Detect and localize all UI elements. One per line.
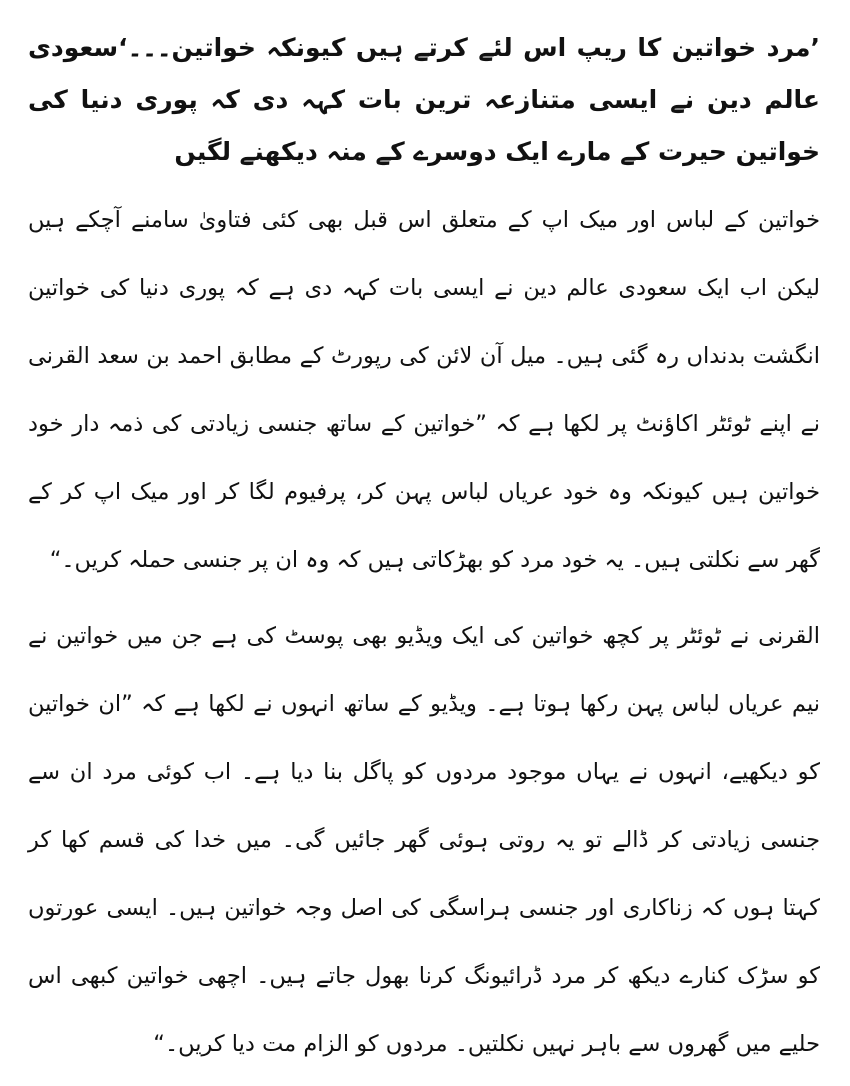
article xyxy=(28,22,820,1086)
article-headline: ’مرد خواتین کا ریپ اس لئے کرتے ہیں کیونکہ خواتین۔۔۔‘سعودی عالم دین نے ایسی متنازعہ ترین بات کہہ دی کہ پوری دنیا کی خواتین حیرت کے مارے ایک دوسرے کے منہ دیکھنے لگیں xyxy=(28,33,820,166)
article-paragraph-2: القرنی نے ٹوئٹر پر کچھ خواتین کی ایک ویڈیو بھی پوسٹ کی ہے جن میں خواتین نے نیم عریاں لباس پہن رکھا ہوتا ہے۔ ویڈیو کے ساتھ انہوں نے لکھا ہے کہ ”ان خواتین کو دیکھیے، انہوں نے یہاں موجود مردوں کو پاگل بنا دیا ہے۔ اب کوئی مرد ان سے جنسی زیادتی کر ڈالے تو یہ روتی ہوئی گھر جائیں گی۔ میں خدا کی قسم کھا کر کہتا ہوں کہ زناکاری اور جنسی ہراسگی کی اصل وجہ خواتین ہیں۔ ایسی عورتوں کو سڑک کنارے دیکھ کر مرد ڈرائیونگ کرنا بھول جاتے ہیں۔ اچھی خواتین کبھی اس حلیے میں گھروں سے باہر نہیں نکلتیں۔ مردوں کو الزام مت دیا کریں۔“ xyxy=(28,623,820,1057)
article-paragraph-1: خواتین کے لباس اور میک اپ کے متعلق اس قبل بھی کئی فتاویٰ سامنے آچکے ہیں لیکن اب ایک سعودی عالم دین نے ایسی بات کہہ دی ہے کہ پوری دنیا کی خواتین انگشت بدنداں رہ گئی ہیں۔ میل آن لائن کی رپورٹ کے مطابق احمد بن سعد القرنی نے اپنے ٹوئٹر اکاؤنٹ پر لکھا ہے کہ ”خواتین کے ساتھ جنسی زیادتی کی ذمہ دار خود خواتین ہیں کیونکہ وہ خود عریاں لباس پہن کر، پرفیوم لگا کر اور میک اپ کر کے گھر سے نکلتی ہیں۔ یہ خود مرد کو بھڑکاتی ہیں کہ وہ ان پر جنسی حملہ کریں۔“ xyxy=(28,207,820,573)
